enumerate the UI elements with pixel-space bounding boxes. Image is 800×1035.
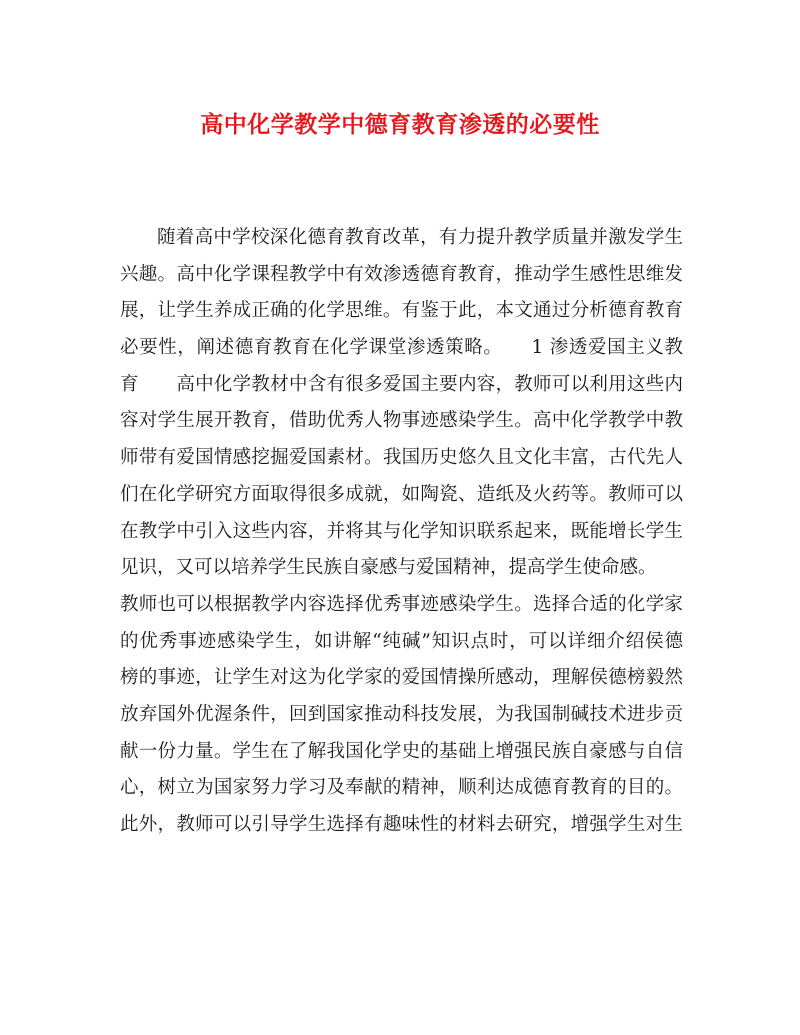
paragraph-line: 放弃国外优渥条件，回到国家推动科技发展，为我国制碱技术进步贡 bbox=[120, 703, 683, 725]
paragraph-line: 随着高中学校深化德育教育改革，有力提升教学质量并激发学生 bbox=[157, 227, 683, 248]
paragraph-line: 兴趣。高中化学课程教学中有效渗透德育教育，推动学生感性思维发 bbox=[120, 263, 683, 285]
paragraph-line: 心，树立为国家努力学习及奉献的精神，顺利达成德育教育的目的。 bbox=[120, 777, 683, 799]
paragraph-line: 在教学中引入这些内容，并将其与化学知识联系起来，既能增长学生 bbox=[120, 520, 683, 542]
paragraph-line: 容对学生展开教育，借助优秀人物事迹感染学生。高中化学教学中教 bbox=[120, 410, 683, 432]
paragraph-line: 们在化学研究方面取得很多成就，如陶瓷、造纸及火药等。教师可以 bbox=[120, 483, 683, 505]
document-title: 高中化学教学中德育教育渗透的必要性 bbox=[200, 111, 600, 138]
paragraph-line: 展，让学生养成正确的化学思维。有鉴于此，本文通过分析德育教育 bbox=[120, 300, 683, 322]
document-body bbox=[120, 220, 683, 844]
paragraph-line: 教师也可以根据教学内容选择优秀事迹感染学生。选择合适的化学家 bbox=[120, 593, 683, 615]
paragraph-line: 见识，又可以培养学生民族自豪感与爱国精神，提高学生使命感。 bbox=[120, 557, 657, 579]
paragraph-line: 师带有爱国情感挖掘爱国素材。我国历史悠久且文化丰富，古代先人 bbox=[120, 447, 683, 469]
paragraph-line: 必要性，阐述德育教育在化学课堂渗透策略。 1 渗透爱国主义教 bbox=[120, 337, 683, 359]
paragraph-line: 此外，教师可以引导学生选择有趣味性的材料去研究，增强学生对生 bbox=[120, 814, 683, 835]
paragraph-line: 育 高中化学教材中含有很多爱国主要内容，教师可以利用这些内 bbox=[120, 373, 683, 395]
paragraph-line: 的优秀事迹感染学生，如讲解“纯碱”知识点时，可以详细介绍侯德 bbox=[120, 630, 683, 652]
paragraph-line: 献一份力量。学生在了解我国化学史的基础上增强民族自豪感与自信 bbox=[120, 740, 683, 762]
paragraph-line: 榜的事迹，让学生对这为化学家的爱国情操所感动，理解侯德榜毅然 bbox=[120, 667, 683, 689]
